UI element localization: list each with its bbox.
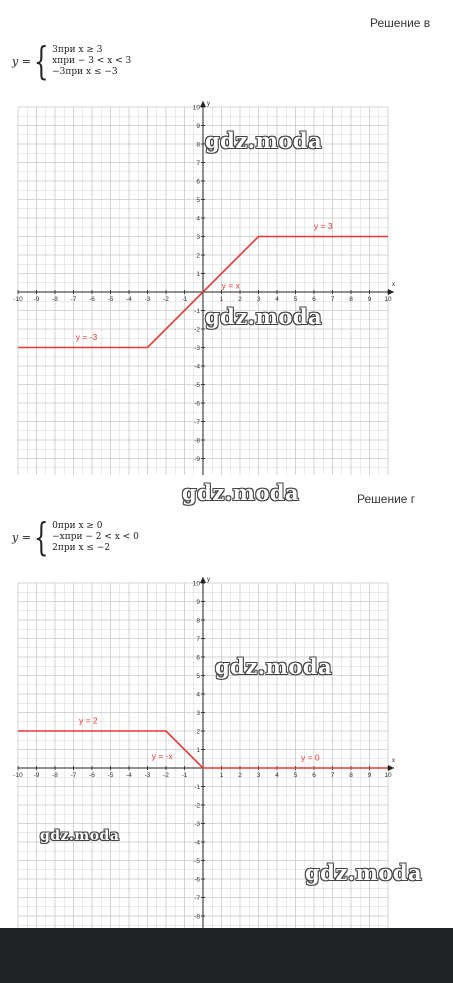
y-tick-label: 7: [196, 636, 200, 643]
y-tick-label: 8: [196, 141, 200, 149]
formula-case: 3при x ≥ 3: [52, 44, 103, 55]
line-annotation: y = -3: [75, 332, 98, 343]
formula-lhs: y =: [12, 54, 31, 68]
y-tick-label: 5: [196, 673, 200, 680]
formula-cases: [52, 45, 131, 78]
line-annotation: y = 0: [300, 752, 320, 763]
line-annotation: y = -x: [151, 750, 173, 761]
y-tick-label: -8: [194, 913, 200, 921]
y-tick-label: 5: [196, 197, 200, 204]
y-tick-label: 9: [196, 123, 200, 130]
x-tick-label: -8: [52, 772, 58, 779]
y-tick-label: 4: [196, 691, 200, 699]
y-axis-label: y: [207, 577, 210, 583]
x-tick-label: -6: [89, 772, 95, 779]
x-tick-label: -7: [70, 296, 77, 303]
formula-case: −xпри − 2 < x < 0: [52, 531, 139, 542]
formula-case: −3при x ≤ −3: [52, 66, 118, 77]
y-axis-arrow-icon: [200, 577, 206, 583]
x-tick-label: 10: [384, 296, 392, 303]
y-tick-label: 8: [196, 617, 200, 625]
y-tick-label: -6: [194, 876, 200, 884]
x-tick-label: 3: [256, 772, 261, 779]
x-tick-label: 6: [312, 772, 316, 779]
x-tick-label: -1: [181, 772, 188, 779]
graph-v-svg: [8, 97, 398, 475]
y-tick-label: 2: [196, 252, 200, 260]
x-tick-label: -1: [181, 296, 188, 303]
y-tick-label: 1: [196, 271, 200, 278]
x-tick-label: -10: [13, 296, 23, 303]
y-tick-label: -5: [194, 858, 200, 865]
x-tick-label: 8: [349, 296, 353, 303]
x-tick-label: -3: [144, 772, 151, 779]
solution-g-formula: [12, 515, 139, 559]
y-tick-label: -8: [194, 437, 200, 445]
x-tick-label: 9: [367, 772, 372, 779]
x-tick-label: -5: [107, 772, 114, 779]
y-tick-label: 7: [196, 160, 200, 167]
y-tick-label: -4: [194, 363, 200, 371]
y-tick-label: 9: [196, 599, 200, 606]
solution-v-formula: [12, 39, 132, 83]
y-tick-label: 6: [196, 178, 200, 186]
watermark: gdz.moda: [205, 128, 323, 153]
formula-case: 2при x ≤ −2: [52, 542, 111, 553]
x-tick-label: 8: [349, 772, 353, 779]
formula-case: 0при x ≥ 0: [52, 520, 103, 531]
watermark: gdz.moda: [182, 480, 300, 505]
x-tick-label: 5: [293, 296, 298, 303]
watermark: gdz.moda: [205, 304, 323, 329]
x-tick-label: -7: [70, 772, 77, 779]
line-annotation: y = 3: [313, 221, 333, 232]
x-axis-arrow-icon: [388, 765, 394, 771]
x-tick-label: 9: [367, 296, 372, 303]
x-tick-label: -2: [163, 772, 169, 779]
y-axis-label: y: [207, 101, 210, 107]
x-tick-label: -9: [33, 296, 40, 303]
y-tick-label: 1: [196, 747, 200, 754]
x-tick-label: 1: [219, 296, 224, 303]
y-tick-label: -6: [194, 400, 200, 408]
watermark: gdz.moda: [215, 654, 333, 679]
y-tick-label: -1: [194, 308, 200, 315]
y-tick-label: 10: [192, 580, 200, 588]
x-tick-label: 2: [238, 296, 242, 303]
x-tick-label: 7: [330, 772, 335, 779]
y-tick-label: 10: [192, 104, 200, 112]
y-tick-label: -4: [194, 839, 200, 847]
y-tick-label: 2: [196, 728, 200, 736]
y-tick-label: 3: [196, 710, 200, 717]
line-annotation: y = 2: [78, 715, 98, 726]
x-tick-label: -3: [144, 296, 151, 303]
formula-case: xпри − 3 < x < 3: [52, 55, 132, 66]
x-tick-label: -5: [107, 296, 114, 303]
x-tick-label: 2: [238, 772, 242, 779]
x-tick-label: -4: [126, 772, 132, 779]
brace-icon: {: [33, 515, 49, 559]
y-tick-label: -3: [194, 821, 200, 828]
y-tick-label: 4: [196, 215, 200, 223]
y-axis-arrow-icon: [200, 101, 206, 107]
x-tick-label: 5: [293, 772, 298, 779]
line-annotation: y = x: [221, 280, 240, 291]
x-tick-label: 4: [275, 296, 279, 303]
y-tick-label: -9: [194, 456, 200, 463]
x-tick-label: 3: [256, 296, 261, 303]
x-tick-label: 1: [219, 772, 224, 779]
y-tick-label: -2: [194, 326, 200, 334]
formula-cases: [52, 521, 139, 554]
x-axis-arrow-icon: [388, 289, 394, 295]
y-tick-label: -7: [194, 895, 200, 902]
bottom-bar: [0, 928, 453, 983]
x-axis-label: x: [392, 758, 395, 764]
x-tick-label: 4: [275, 772, 279, 779]
x-tick-label: -9: [33, 772, 40, 779]
y-tick-label: -5: [194, 382, 200, 389]
y-tick-label: 6: [196, 654, 200, 662]
x-tick-label: -4: [126, 296, 132, 303]
solution-v-heading: Решение в: [370, 16, 431, 30]
watermark: gdz.moda: [40, 828, 120, 844]
y-tick-label: -7: [194, 419, 200, 426]
x-tick-label: -8: [52, 296, 58, 303]
x-axis-label: x: [392, 282, 395, 288]
y-tick-label: 3: [196, 234, 200, 241]
x-tick-label: 6: [312, 296, 316, 303]
x-tick-label: -6: [89, 296, 95, 303]
y-tick-label: -1: [194, 784, 200, 791]
y-tick-label: -3: [194, 345, 200, 352]
x-tick-label: -2: [163, 296, 169, 303]
brace-icon: {: [33, 39, 49, 83]
x-tick-label: -10: [13, 772, 23, 779]
graph-v: [8, 97, 398, 475]
x-tick-label: 10: [384, 772, 392, 779]
watermark: gdz.moda: [305, 860, 423, 885]
x-tick-label: 7: [330, 296, 335, 303]
y-tick-label: -2: [194, 802, 200, 810]
solution-g-heading: Решение г: [357, 492, 416, 506]
formula-lhs: y =: [12, 530, 31, 544]
